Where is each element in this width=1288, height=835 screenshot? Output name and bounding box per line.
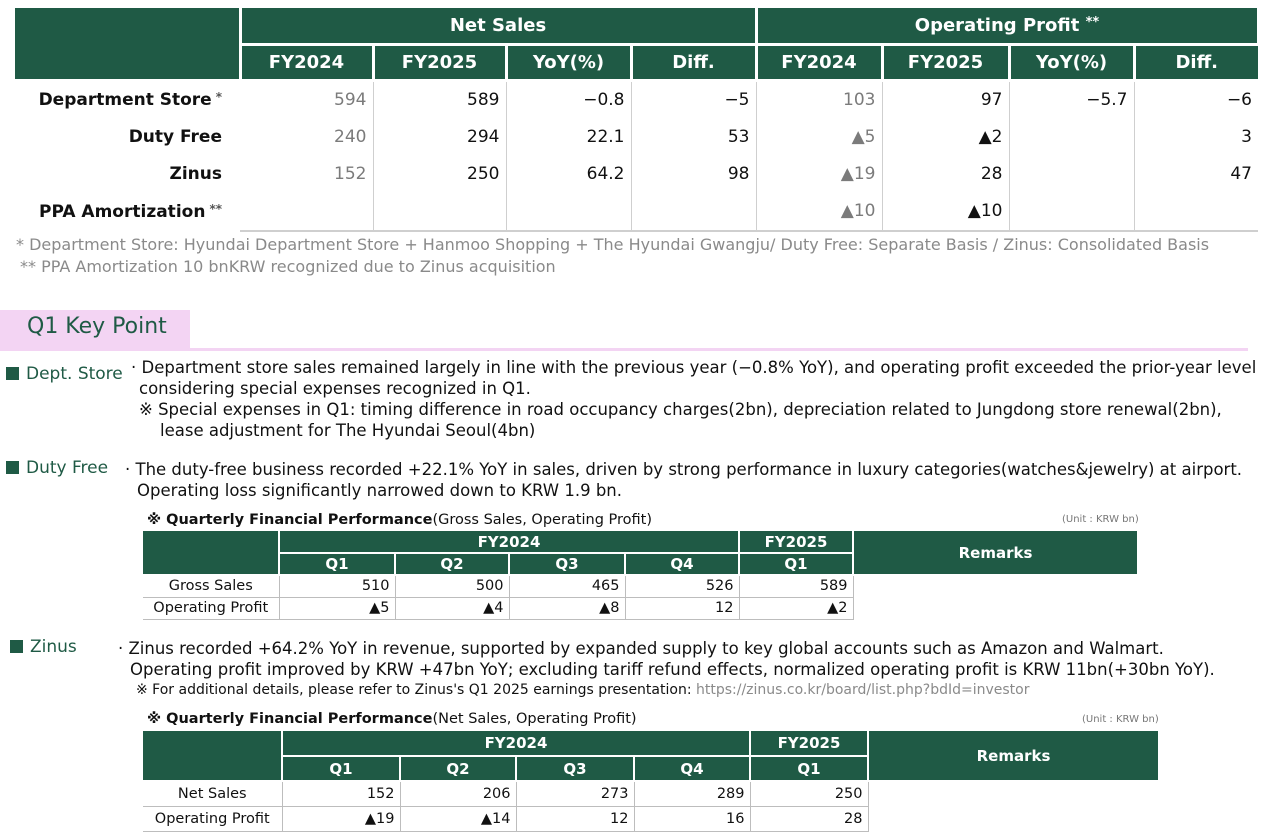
row-label <box>15 193 240 231</box>
key-point-heading <box>0 310 190 350</box>
operating-profit-footnote-mark: ** <box>1085 14 1100 30</box>
row-label <box>15 119 240 156</box>
table-cell: −5.7 <box>1009 80 1134 119</box>
table-row <box>143 575 1137 597</box>
table-cell: ▲10 <box>882 193 1009 231</box>
table-cell: 28 <box>882 156 1009 193</box>
zinus-text-line1: · Zinus recorded +64.2% YoY in revenue, supported by expanded supply to key global accounts such as Amazon and Walmart. <box>118 639 1164 658</box>
dutyfree-table-title <box>147 512 652 528</box>
table-cell: ▲2 <box>882 119 1009 156</box>
row-label: Net Sales <box>143 781 282 806</box>
dutyfree-quarterly-table <box>143 531 1137 620</box>
table-row <box>15 156 1258 193</box>
table-cell: 294 <box>373 119 506 156</box>
table-cell: 97 <box>882 80 1009 119</box>
row-label-footnote-mark: ** <box>209 201 222 216</box>
section-label-dept-store <box>6 364 123 384</box>
table-cell: 273 <box>516 781 634 806</box>
dutyfree-text-line1: · The duty-free business recorded +22.1% YoY in sales, driven by strong performance in luxury categories(watches&jewelry) at airport. <box>125 460 1243 479</box>
dept-text-line1: · Department store sales remained largely in line with the previous year (−0.8% YoY), and operating profit exceeded the prior-year level <box>131 358 1257 377</box>
operating-profit-header-label: Operating Profit <box>914 14 1080 36</box>
dutyfree-text-line2: Operating loss significantly narrowed down to KRW 1.9 bn. <box>137 481 623 500</box>
table-cell: −0.8 <box>506 80 631 119</box>
quarter-header: Q4 <box>634 756 750 781</box>
key-point-divider <box>0 348 1248 351</box>
table-cell: 526 <box>625 575 739 597</box>
square-bullet-icon <box>10 640 23 653</box>
table-cell: ▲4 <box>395 597 509 619</box>
dept-text-line4: lease adjustment for The Hyundai Seoul(4bn) <box>160 421 536 440</box>
section-label-zinus <box>10 637 77 657</box>
table-cell <box>1009 193 1134 231</box>
subheader-ns-fy2024: FY2024 <box>240 44 373 80</box>
zinus-note-text: ※ For additional details, please refer to Zinus's Q1 2025 earnings presentation: <box>136 682 696 698</box>
table-cell: 206 <box>400 781 516 806</box>
remarks-header: Remarks <box>868 731 1158 781</box>
section-label-text: Zinus <box>30 637 77 657</box>
corner-header-cell <box>15 8 240 80</box>
row-label-footnote-mark: * <box>215 90 222 104</box>
table-cell: 500 <box>395 575 509 597</box>
table-cell: 64.2 <box>506 156 631 193</box>
fy2024-header: FY2024 <box>282 731 750 756</box>
dutyfree-table-title-light: (Gross Sales, Operating Profit) <box>432 512 652 528</box>
table-cell: 47 <box>1230 164 1252 184</box>
table-cell: 98 <box>631 156 756 193</box>
table-cell <box>506 193 631 231</box>
table-cell: 152 <box>282 781 400 806</box>
table-cell: 240 <box>240 119 373 156</box>
table-cell: 53 <box>631 119 756 156</box>
row-label-text: PPA Amortization <box>39 201 206 222</box>
table-row <box>143 781 1158 806</box>
table-cell: 12 <box>625 597 739 619</box>
table-row <box>15 119 1258 156</box>
table-cell: ▲19 <box>756 156 882 193</box>
performance-summary-table <box>15 8 1260 232</box>
table-cell: 589 <box>739 575 853 597</box>
fy2024-header: FY2024 <box>279 531 739 553</box>
quarter-header: Q1 <box>279 553 395 575</box>
fy2025-header: FY2025 <box>739 531 853 553</box>
table-cell: 465 <box>509 575 625 597</box>
net-sales-header: Net Sales <box>240 8 756 44</box>
table-cell: 594 <box>240 80 373 119</box>
square-bullet-icon <box>6 367 19 380</box>
zinus-unit-label: (Unit : KRW bn) <box>1082 714 1159 725</box>
corner-header-cell <box>143 731 282 781</box>
footnote-scope: * Department Store: Hyundai Department Store + Hanmoo Shopping + The Hyundai Gwangju/ Duty Free: Separate Basis / Zinus: Consolidated Basis <box>16 235 1210 254</box>
table-cell: ▲8 <box>509 597 625 619</box>
footnote-ppa: ** PPA Amortization 10 bnKRW recognized due to Zinus acquisition <box>20 257 556 276</box>
table-cell: 510 <box>279 575 395 597</box>
quarter-header: Q2 <box>395 553 509 575</box>
row-label: Gross Sales <box>143 575 279 597</box>
dutyfree-unit-label: (Unit : KRW bn) <box>1062 514 1139 525</box>
subheader-op-fy2025: FY2025 <box>882 44 1009 80</box>
remarks-cell <box>868 781 1158 831</box>
remarks-cell <box>853 575 1137 619</box>
quarter-header: Q3 <box>516 756 634 781</box>
section-label-text: Duty Free <box>26 458 109 478</box>
table-cell: 589 <box>373 80 506 119</box>
row-label-text: Zinus <box>169 164 222 184</box>
subheader-ns-fy2025: FY2025 <box>373 44 506 80</box>
square-bullet-icon <box>6 461 19 474</box>
zinus-investor-link[interactable]: https://zinus.co.kr/board/list.php?bdId=investor <box>696 682 1030 698</box>
dept-text-line3: ※ Special expenses in Q1: timing difference in road occupancy charges(2bn), depreciation related to Jungdong store renewal(2bn), <box>139 400 1222 419</box>
quarter-header: Q1 <box>750 756 868 781</box>
subheader-ns-yoy: YoY(%) <box>506 44 631 80</box>
table-cell <box>1009 156 1134 193</box>
table-cell: ▲14 <box>400 806 516 831</box>
table-cell <box>373 193 506 231</box>
row-label <box>15 80 240 119</box>
zinus-table-title-light: (Net Sales, Operating Profit) <box>432 711 637 727</box>
table-row <box>15 193 1258 231</box>
zinus-text-line3 <box>136 682 1029 698</box>
table-cell: 28 <box>750 806 868 831</box>
table-cell: 12 <box>516 806 634 831</box>
quarter-header: Q3 <box>509 553 625 575</box>
corner-header-cell <box>143 531 279 575</box>
zinus-table-title-bold: ※ Quarterly Financial Performance <box>147 711 433 727</box>
remarks-header: Remarks <box>853 531 1137 575</box>
section-label-text: Dept. Store <box>26 364 123 384</box>
table-cell <box>1009 119 1134 156</box>
table-cell <box>1134 193 1258 231</box>
quarter-header: Q1 <box>282 756 400 781</box>
table-cell: 16 <box>634 806 750 831</box>
row-label <box>15 156 240 193</box>
row-label: Operating Profit <box>143 806 282 831</box>
zinus-table-title <box>147 711 637 727</box>
zinus-text-line2: Operating profit improved by KRW +47bn YoY; excluding tariff refund effects, normalized operating profit is KRW 11bn(+30bn YoY). <box>130 660 1215 679</box>
table-row <box>15 80 1258 119</box>
subheader-ns-diff: Diff. <box>631 44 756 80</box>
table-cell: 250 <box>750 781 868 806</box>
row-label: Operating Profit <box>143 597 279 619</box>
zinus-quarterly-table <box>143 731 1158 832</box>
quarter-header: Q1 <box>739 553 853 575</box>
subheader-op-fy2024: FY2024 <box>756 44 882 80</box>
table-cell: 152 <box>240 156 373 193</box>
quarter-header: Q2 <box>400 756 516 781</box>
fy2025-header: FY2025 <box>750 731 868 756</box>
row-label-text: Duty Free <box>128 127 222 147</box>
table-cell: 250 <box>373 156 506 193</box>
table-cell: −6 <box>1226 90 1252 110</box>
table-cell: ▲5 <box>279 597 395 619</box>
quarter-header: Q4 <box>625 553 739 575</box>
key-point-title: Q1 Key Point <box>27 314 167 339</box>
subheader-op-yoy: YoY(%) <box>1009 44 1134 80</box>
subheader-op-diff: Diff. <box>1134 44 1258 80</box>
section-label-duty-free <box>6 458 108 478</box>
table-cell: 3 <box>1241 127 1252 147</box>
table-cell: ▲19 <box>282 806 400 831</box>
dept-text-line2: considering special expenses recognized in Q1. <box>139 379 531 398</box>
table-cell: ▲5 <box>756 119 882 156</box>
table-cell: 103 <box>756 80 882 119</box>
table-cell: 22.1 <box>506 119 631 156</box>
table-cell: ▲2 <box>739 597 853 619</box>
table-cell: −5 <box>631 80 756 119</box>
table-cell: ▲10 <box>756 193 882 231</box>
operating-profit-header <box>756 8 1258 44</box>
table-cell <box>631 193 756 231</box>
table-cell <box>240 193 373 231</box>
table-cell: 289 <box>634 781 750 806</box>
dutyfree-table-title-bold: ※ Quarterly Financial Performance <box>147 512 433 528</box>
row-label-text: Department Store <box>38 90 212 110</box>
